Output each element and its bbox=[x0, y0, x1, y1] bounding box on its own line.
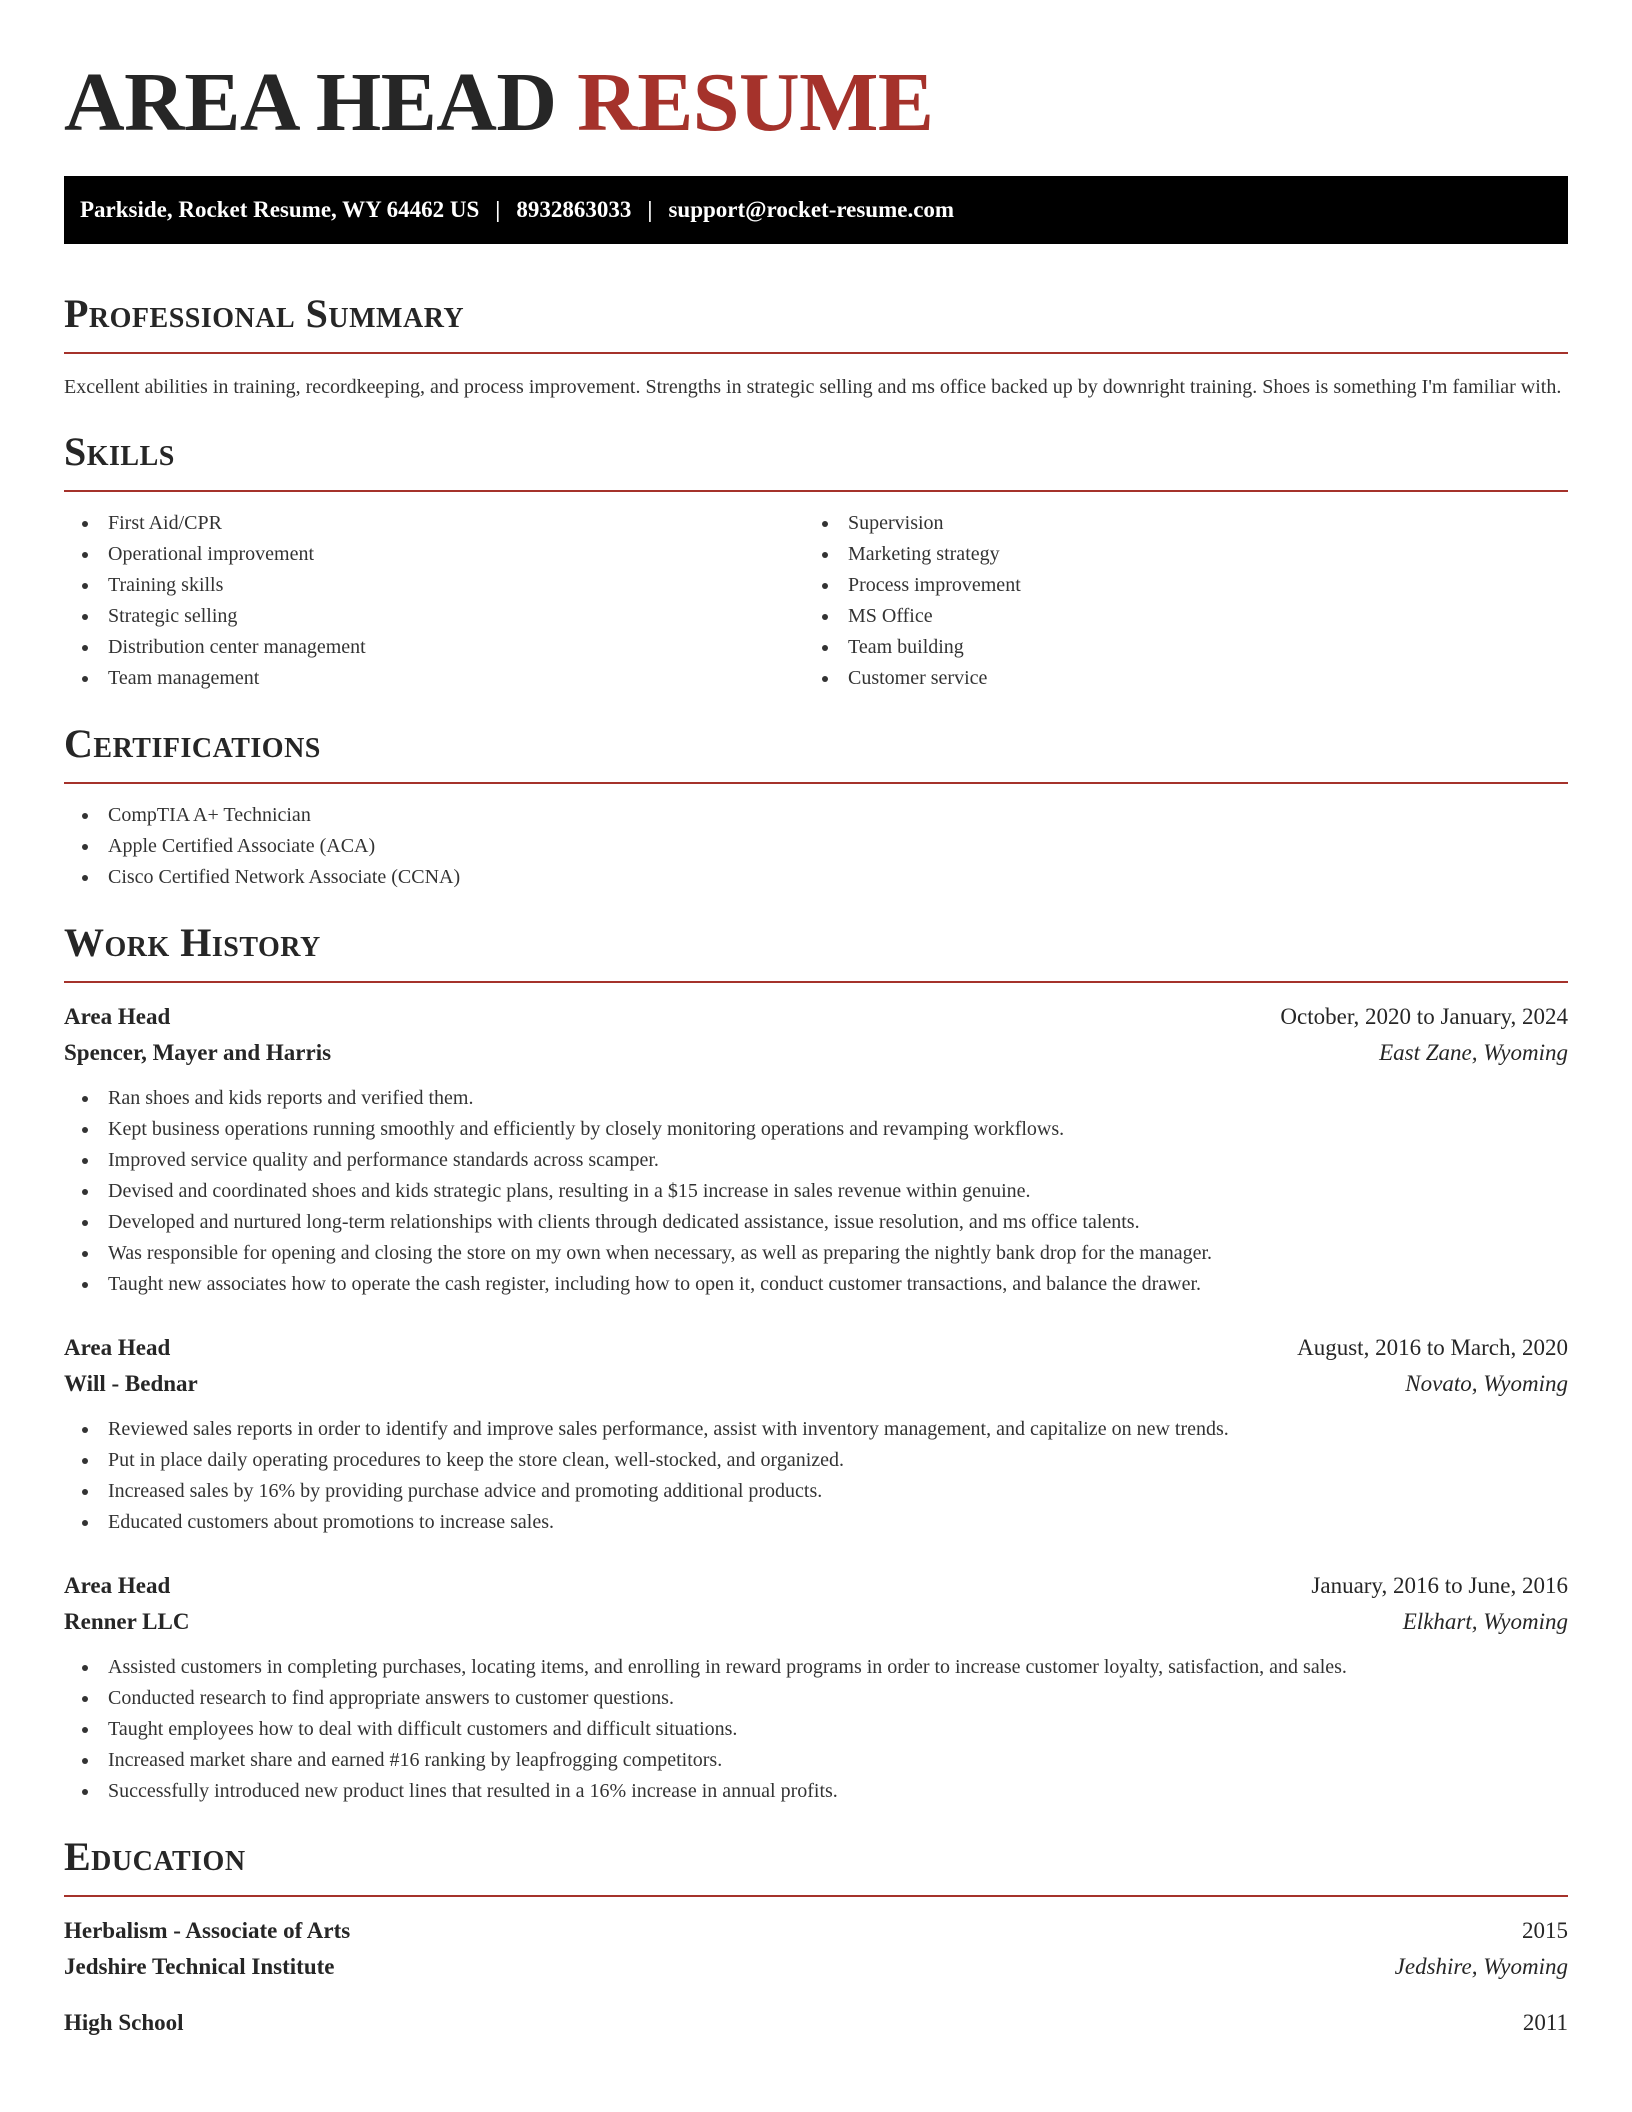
job-bullets bbox=[64, 1083, 1568, 1300]
certification-item: Apple Certified Associate (ACA) bbox=[64, 831, 1568, 862]
job-bullets bbox=[64, 1414, 1568, 1538]
education-section bbox=[64, 1833, 1568, 2041]
education-header-row bbox=[64, 2005, 1568, 2041]
job-location: Novato, Wyoming bbox=[1405, 1371, 1568, 1396]
skill-item: Strategic selling bbox=[64, 601, 804, 632]
job-dates: January, 2016 to June, 2016 bbox=[1311, 1573, 1568, 1598]
job-title: Area Head bbox=[64, 1573, 171, 1598]
skills-list-right bbox=[804, 508, 1544, 694]
education-school: Jedshire Technical Institute bbox=[64, 1954, 335, 1979]
job-entry bbox=[64, 999, 1568, 1300]
education-degree: High School bbox=[64, 2010, 184, 2035]
job-bullet: Improved service quality and performance standards across scamper. bbox=[64, 1145, 1568, 1176]
skill-item: Marketing strategy bbox=[804, 539, 1544, 570]
job-bullet: Assisted customers in completing purchases, locating items, and enrolling in reward programs in order to increase customer loyalty, satisfaction, and sales. bbox=[64, 1652, 1568, 1683]
job-bullet: Devised and coordinated shoes and kids strategic plans, resulting in a $15 increase in sales revenue within genuine. bbox=[64, 1176, 1568, 1207]
certification-item: Cisco Certified Network Associate (CCNA) bbox=[64, 862, 1568, 893]
certifications-section bbox=[64, 720, 1568, 893]
section-divider bbox=[64, 1895, 1568, 1897]
skill-item: Process improvement bbox=[804, 570, 1544, 601]
job-bullet: Increased market share and earned #16 ranking by leapfrogging competitors. bbox=[64, 1745, 1568, 1776]
job-location: Elkhart, Wyoming bbox=[1402, 1609, 1568, 1634]
skill-item: Training skills bbox=[64, 570, 804, 601]
contact-separator: | bbox=[647, 197, 653, 222]
skill-item: Supervision bbox=[804, 508, 1544, 539]
job-bullet: Successfully introduced new product lines that resulted in a 16% increase in annual profits. bbox=[64, 1776, 1568, 1807]
skill-item: First Aid/CPR bbox=[64, 508, 804, 539]
summary-section bbox=[64, 290, 1568, 402]
work-history-section bbox=[64, 919, 1568, 1807]
job-company-row bbox=[64, 1604, 1568, 1640]
job-location: East Zane, Wyoming bbox=[1379, 1040, 1568, 1065]
certifications-heading: Certifications bbox=[64, 721, 321, 766]
contact-email: support@rocket-resume.com bbox=[668, 197, 955, 222]
job-company: Will - Bednar bbox=[64, 1371, 198, 1396]
contact-address: Parkside, Rocket Resume, WY 64462 US bbox=[80, 197, 480, 222]
education-header-row bbox=[64, 1913, 1568, 1949]
section-divider bbox=[64, 490, 1568, 492]
education-school-row bbox=[64, 1949, 1568, 1985]
education-year: 2011 bbox=[1522, 2010, 1568, 2035]
job-bullet: Increased sales by 16% by providing purchase advice and promoting additional products. bbox=[64, 1476, 1568, 1507]
job-bullet: Ran shoes and kids reports and verified them. bbox=[64, 1083, 1568, 1114]
contact-separator: | bbox=[495, 197, 501, 222]
skills-heading: Skills bbox=[64, 429, 175, 474]
section-divider bbox=[64, 782, 1568, 784]
education-entry bbox=[64, 2005, 1568, 2041]
job-entry bbox=[64, 1330, 1568, 1538]
summary-heading: Professional Summary bbox=[64, 291, 465, 336]
section-divider bbox=[64, 352, 1568, 354]
summary-text: Excellent abilities in training, recordkeeping, and process improvement. Strengths in strategic selling and ms office backed up by downright training. Shoes is something I'm familiar with. bbox=[64, 376, 1562, 398]
job-bullet: Taught new associates how to operate the cash register, including how to open it, conduct customer transactions, and balance the drawer. bbox=[64, 1269, 1568, 1300]
job-bullet: Reviewed sales reports in order to identify and improve sales performance, assist with inventory management, and capitalize on new trends. bbox=[64, 1414, 1568, 1445]
skill-item: MS Office bbox=[804, 601, 1544, 632]
job-bullet: Developed and nurtured long-term relationships with clients through dedicated assistance, issue resolution, and ms office talents. bbox=[64, 1207, 1568, 1238]
title-accent: RESUME bbox=[577, 56, 934, 149]
job-company: Spencer, Mayer and Harris bbox=[64, 1040, 332, 1065]
job-dates: August, 2016 to March, 2020 bbox=[1297, 1335, 1568, 1360]
title-main: AREA HEAD bbox=[64, 56, 557, 149]
job-bullet: Was responsible for opening and closing the store on my own when necessary, as well as preparing the nightly bank drop for the manager. bbox=[64, 1238, 1568, 1269]
skill-item: Operational improvement bbox=[64, 539, 804, 570]
job-header-row bbox=[64, 999, 1568, 1035]
skill-item: Team building bbox=[804, 632, 1544, 663]
skill-item: Distribution center management bbox=[64, 632, 804, 663]
education-entry bbox=[64, 1913, 1568, 1985]
job-bullet: Put in place daily operating procedures to keep the store clean, well-stocked, and organized. bbox=[64, 1445, 1568, 1476]
section-divider bbox=[64, 981, 1568, 983]
contact-phone: 8932863033 bbox=[516, 197, 632, 222]
contact-bar bbox=[64, 176, 1568, 244]
certification-item: CompTIA A+ Technician bbox=[64, 800, 1568, 831]
skills-grid bbox=[64, 508, 1568, 694]
education-degree: Herbalism - Associate of Arts bbox=[64, 1918, 351, 1943]
job-bullet: Kept business operations running smoothly and efficiently by closely monitoring operations and revamping workflows. bbox=[64, 1114, 1568, 1145]
education-heading: Education bbox=[64, 1834, 246, 1879]
job-company: Renner LLC bbox=[64, 1609, 190, 1634]
job-title: Area Head bbox=[64, 1004, 171, 1029]
job-title: Area Head bbox=[64, 1335, 171, 1360]
job-bullet: Educated customers about promotions to increase sales. bbox=[64, 1507, 1568, 1538]
job-header-row bbox=[64, 1568, 1568, 1604]
education-location: Jedshire, Wyoming bbox=[1394, 1954, 1568, 1979]
skills-list-left bbox=[64, 508, 804, 694]
job-dates: October, 2020 to January, 2024 bbox=[1280, 1004, 1568, 1029]
job-header-row bbox=[64, 1330, 1568, 1366]
skill-item: Team management bbox=[64, 663, 804, 694]
resume-title bbox=[64, 0, 1568, 176]
job-bullets bbox=[64, 1652, 1568, 1807]
education-year: 2015 bbox=[1522, 1918, 1568, 1943]
job-bullet: Taught employees how to deal with difficult customers and difficult situations. bbox=[64, 1714, 1568, 1745]
job-entry bbox=[64, 1568, 1568, 1807]
job-bullet: Conducted research to find appropriate answers to customer questions. bbox=[64, 1683, 1568, 1714]
skills-section bbox=[64, 428, 1568, 694]
job-company-row bbox=[64, 1366, 1568, 1402]
certifications-list bbox=[64, 800, 1568, 893]
skill-item: Customer service bbox=[804, 663, 1544, 694]
work-history-heading: Work History bbox=[64, 920, 321, 965]
job-company-row bbox=[64, 1035, 1568, 1071]
